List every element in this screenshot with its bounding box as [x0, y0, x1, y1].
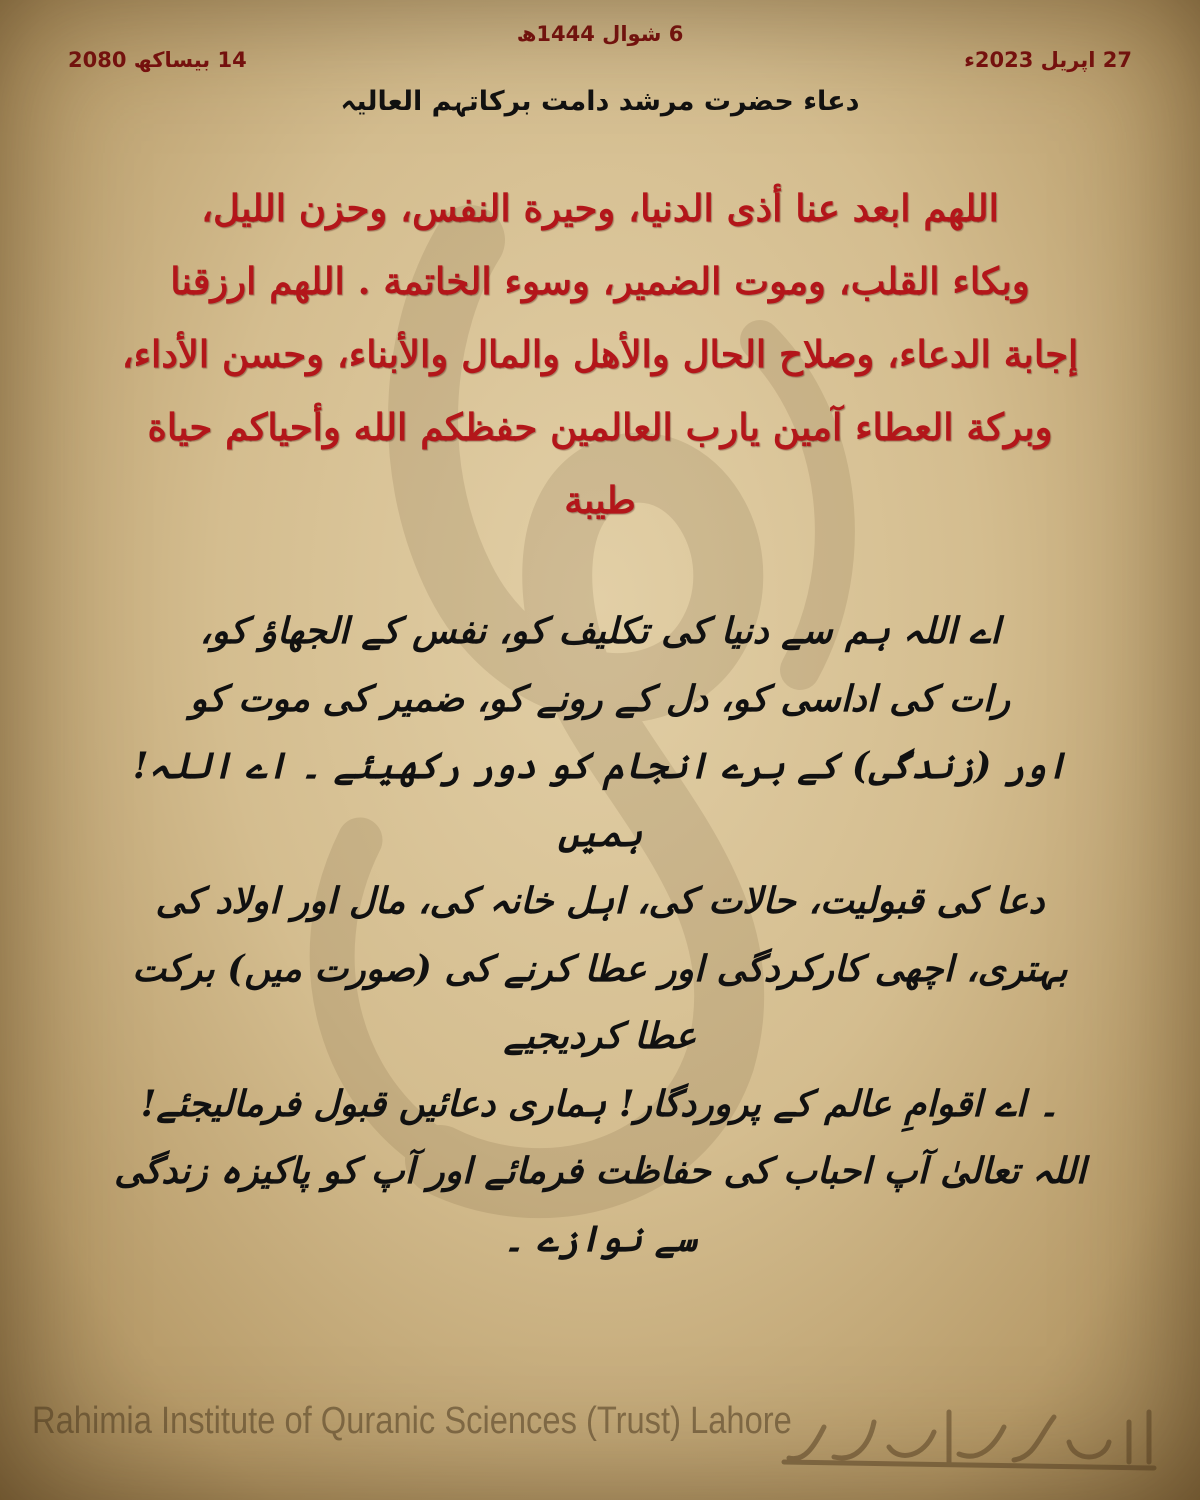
- arabic-dua-line: اللهم ابعد عنا أذى الدنيا، وحيرة النفس، وحزن الليل،: [201, 186, 999, 230]
- urdu-translation-line: رات کی اداسی کو، دل کے رونے کو، ضمیر کی موت کو: [189, 677, 1011, 720]
- arabic-dua-line: وبكاء القلب، وموت الضمير، وسوء الخاتمة . اللهم ارزقنا: [170, 259, 1030, 303]
- page-title: دعاء حضرت مرشد دامت برکاتہم العالیہ: [340, 86, 860, 117]
- hijri-date: 6 شوال 1444ھ: [516, 22, 684, 46]
- urdu-translation-line: اے اللہ ہم سے دنیا کی تکلیف کو، نفس کے الجھاؤ کو،: [199, 610, 1001, 652]
- gregorian-date: 27 اپریل 2023ء: [964, 48, 1132, 72]
- institute-name-english: Rahimia Institute of Quranic Sciences (Trust) Lahore: [32, 1400, 792, 1442]
- arabic-dua-line: وبركة العطاء آمين يارب العالمين حفظكم الله وأحياكم حياة: [147, 405, 1053, 449]
- bikrami-date: 14 بیساکھ 2080: [68, 48, 247, 72]
- urdu-translation-line: ۔ اے اقوامِ عالم کے پروردگار! ہماری دعائیں قبول فرمالیجئے!: [140, 1082, 1060, 1125]
- institute-calligraphy-logo: [774, 1392, 1164, 1482]
- urdu-translation-line: دعا کی قبولیت، حالات کی، اہل خانہ کی، مال اور اولاد کی: [155, 880, 1045, 922]
- arabic-dua: [100, 172, 1100, 537]
- urdu-translation: [110, 598, 1090, 1273]
- arabic-dua-line: طيبة: [564, 478, 636, 522]
- urdu-translation-line: اور (زندگی) کے برے انجام کو دور رکھیئے ۔ اے اللہ! ہمیں: [132, 745, 1068, 855]
- urdu-translation-line: بہتری، اچھی کارکردگی اور عطا کرنے کی (صورت میں) برکت عطا کردیجیے: [132, 947, 1068, 1057]
- urdu-translation-line: اللہ تعالیٰ آپ احباب کی حفاظت فرمائے اور آپ کو پاکیزہ زندگی: [114, 1150, 1086, 1192]
- arabic-dua-line: إجابة الدعاء، وصلاح الحال والأهل والمال والأبناء، وحسن الأداء،: [121, 332, 1079, 376]
- urdu-translation-line: سے نوازے ۔: [503, 1217, 697, 1260]
